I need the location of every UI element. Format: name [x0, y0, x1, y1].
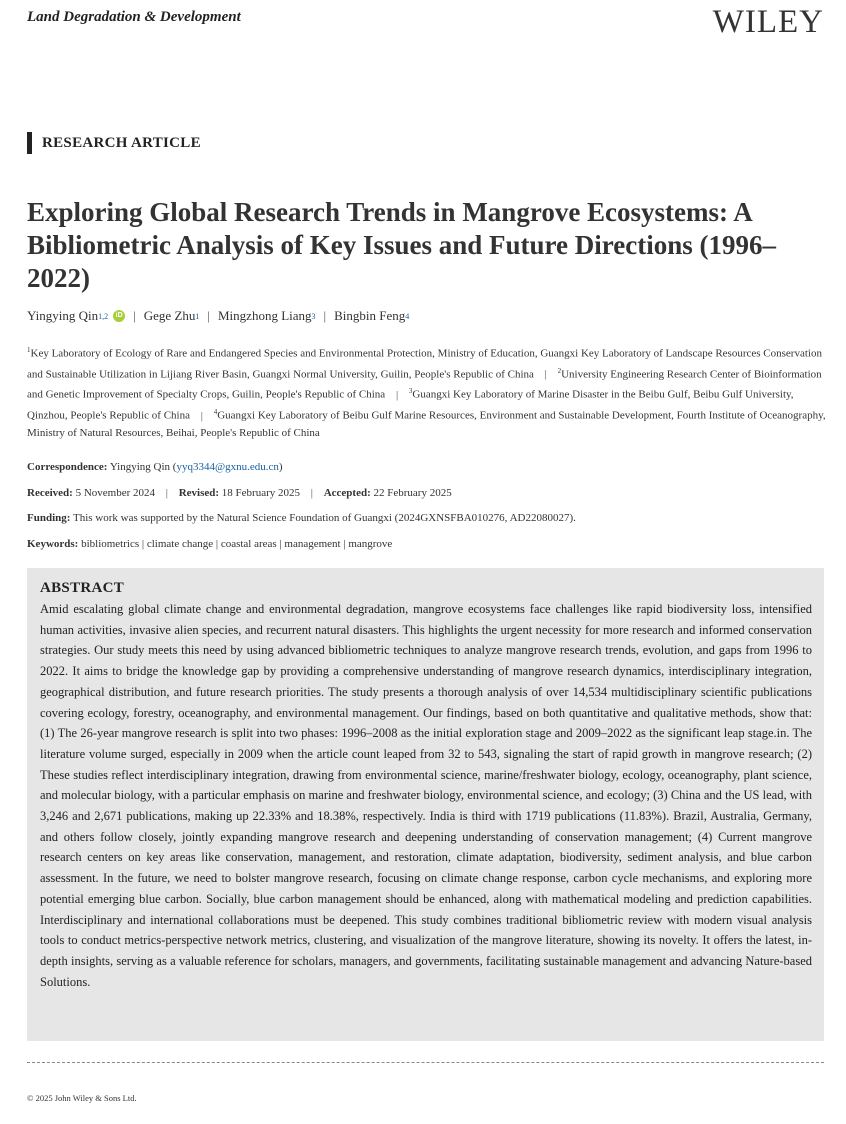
abstract-heading: ABSTRACT	[40, 580, 125, 596]
keyword[interactable]: management	[284, 538, 341, 550]
article-title: Exploring Global Research Trends in Mangrove Ecosystems: A Bibliometric Analysis of Key Issues and Future Directions (1996–2022)	[27, 197, 777, 293]
author-affiliation-ref[interactable]: 3	[311, 311, 316, 321]
correspondence-email-link[interactable]: yyq3344@gxnu.edu.cn	[176, 461, 279, 473]
keyword[interactable]: bibliometrics	[81, 538, 140, 550]
affiliation-text: University Engineering Research Center of Bioinformation and Genetic Improvement of Specialty Crops, Guilin, People's Republic of China	[27, 368, 822, 401]
abstract-section	[27, 568, 824, 1041]
orcid-icon[interactable]: iD	[113, 310, 125, 322]
author-separator: |	[133, 308, 136, 323]
keyword[interactable]: mangrove	[348, 538, 393, 550]
accepted-label: Accepted:	[323, 487, 371, 499]
affiliations	[27, 342, 827, 442]
affiliation-text: Key Laboratory of Ecology of Rare and Endangered Species and Environmental Protection, Ministry of Education, Guangxi Key Laboratory of Landscape Resources Conservation and Sustainable Utilization in Lijiang River Basin, Guangxi Normal University, Guilin, People's Republic of China	[27, 347, 822, 381]
author-separator: |	[323, 308, 327, 323]
funding-text: This work was supported by the Natural Science Foundation of Guangxi (2024GXNSFBA010276, AD22080027).	[72, 512, 576, 524]
dates-line	[27, 487, 452, 499]
affiliation-number: 3	[408, 387, 413, 396]
journal-name: Land Degradation & Development	[27, 9, 241, 25]
affiliation-text: Guangxi Key Laboratory of Beibu Gulf Marine Resources, Environment and Sustainable Development, Fourth Institute of Oceanography, Ministry of Natural Resources, Beihai, People's Republic of China	[27, 409, 826, 439]
author-affiliation-ref[interactable]: 1	[195, 311, 200, 321]
author-name[interactable]: Bingbin Feng	[334, 308, 406, 323]
publisher-logo: WILEY	[712, 4, 824, 40]
author-name[interactable]: Yingying Qin	[27, 308, 99, 323]
keyword[interactable]: coastal areas	[220, 538, 277, 550]
author-name[interactable]: Mingzhong Liang	[218, 308, 312, 323]
author-affiliation-ref[interactable]: 4	[405, 311, 410, 321]
author-affiliation-ref[interactable]: 1,2	[98, 311, 109, 321]
affiliation-separator: |	[544, 368, 547, 381]
affiliation-separator: |	[395, 388, 399, 401]
funding-line	[27, 512, 576, 524]
author-separator: |	[207, 308, 210, 323]
accepted-date: 22 February 2025	[373, 487, 452, 499]
copyright-notice: © 2025 John Wiley & Sons Ltd.	[27, 1093, 137, 1103]
author-list	[27, 308, 409, 324]
abstract-text: Amid escalating global climate change and environmental degradation, mangrove ecosystems face challenges like rapid biodiversity loss, intensified human activities, invasive alien species, and recurrent natural disasters. This highlights the urgent necessity for more research and informed conservation strategies. Our study meets this need by using advanced bibliometric techniques to analyze mangrove research trends, evolution, and gaps from 1996 to 2022. It aims to bridge the knowledge gap by providing a comprehensive understanding of mangrove research dynamics, interdisciplinary integration, geographical distribution, and future research priorities. The study presents a thorough analysis of over 14,534 multidisciplinary scientific publications covering ecology, forestry, oceanography, and environmental management. Our findings, based on both quantitative and qualitative methods, show that: (1) The 26-year mangrove research is split into two phases: 1996–2008 as the initial exploration stage and 2009–2022 as the significant leap stage.in. The literature volume surged, especially in 2009 when the article count leaped from 32 to 543, signaling the start of rapid growth in mangrove research; (2) These studies reflect interdisciplinary integration, drawing from environmental science, marine/freshwater biology, ecology, oceanography, plant science, and molecular biology, with a particular emphasis on marine and freshwater biology, environmental science, and ecology; (3) China and the US lead, with 3,246 and 2,671 publications, making up 22.33% and 18.38%, respectively. India is third with 1719 publications (11.83%). Brazil, Australia, Germany, and others follow closely, jointly expanding mangrove research and deepening understanding of conservation management; (4) Current mangrove research centers on key areas like conservation, management, and restoration, climate adaptation, biodiversity, sediment analysis, and blue carbon assessment. In the future, we need to bolster mangrove research, focusing on climate change response, carbon cycle mechanisms, and exploring more potential emerging blue carbon. Socially, blue carbon management should be enhanced, along with mathematical modeling and prediction capabilities. Interdisciplinary and international collaborations must be deepened. This study combines traditional bibliometric review with modern visual analysis tools to conduct metrics-perspective network metrics, clustering, and visualization of the mangrove literature, showing its novelty. It offers the latest, in-depth insights, serving as a valuable reference for scholars, managers, and governments, facilitating sustainable management and advancing Nature-based Solutions.	[40, 602, 812, 989]
article-type-label: RESEARCH ARTICLE	[27, 132, 201, 154]
correspondence-line: Correspondence: Yingying Qin (yyq3344@gxnu.edu.cn)	[27, 461, 283, 473]
date-separator: |	[165, 487, 168, 499]
affiliation-separator: |	[200, 409, 203, 422]
affiliation-number: 1	[27, 346, 31, 354]
affiliation-number: 2	[557, 366, 562, 375]
revised-date: 18 February 2025	[221, 487, 300, 499]
keyword[interactable]: climate change	[146, 538, 214, 550]
affiliation-text: Guangxi Key Laboratory of Marine Disaster in the Beibu Gulf, Beibu Gulf University, Qinzhou, People's Republic of China	[27, 388, 794, 422]
revised-label: Revised:	[178, 487, 220, 499]
received-label: Received:	[27, 487, 73, 499]
funding-label: Funding:	[27, 512, 71, 524]
date-separator: |	[310, 487, 313, 499]
author-name[interactable]: Gege Zhu	[143, 308, 196, 323]
footer-divider	[27, 1062, 824, 1063]
keywords-label: Keywords:	[27, 538, 79, 550]
received-date: 5 November 2024	[75, 487, 155, 499]
correspondence-label: Correspondence:	[27, 461, 108, 473]
keywords-line: Keywords: bibliometrics | climate change | coastal areas | management | mangrove	[27, 538, 393, 550]
correspondence-name: Yingying Qin	[109, 461, 171, 473]
affiliation-number: 4	[213, 407, 218, 416]
